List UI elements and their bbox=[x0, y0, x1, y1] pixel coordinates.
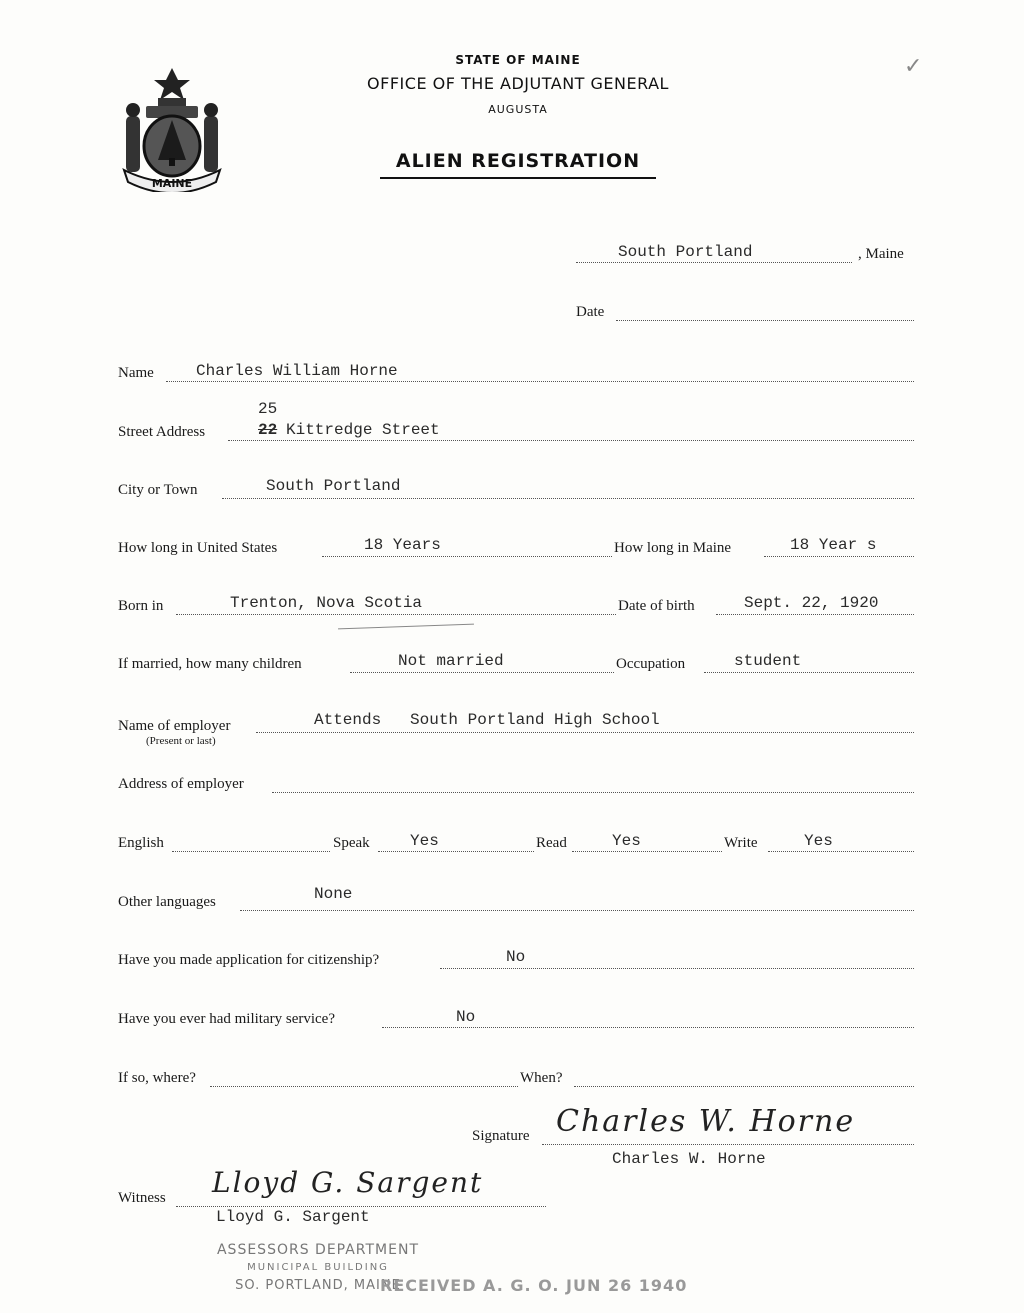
employer-address-dots bbox=[272, 792, 914, 793]
stamp-line2: MUNICIPAL BUILDING bbox=[247, 1262, 389, 1273]
signature-script: Charles W. Horne bbox=[556, 1104, 856, 1139]
name-value: Charles William Horne bbox=[196, 362, 398, 380]
dob-value: Sept. 22, 1920 bbox=[744, 594, 879, 612]
citizenship-label: Have you made application for citizenship? bbox=[118, 952, 380, 968]
place-dots bbox=[576, 262, 852, 263]
citizenship-dots bbox=[440, 968, 914, 969]
street-value: Kittredge Street bbox=[286, 421, 440, 439]
street-number-struck: 22 bbox=[258, 421, 278, 439]
maine-state-seal bbox=[118, 64, 226, 192]
employer-address-label: Address of employer bbox=[118, 776, 244, 792]
other-languages-dots bbox=[240, 910, 914, 911]
military-dots bbox=[382, 1027, 914, 1028]
us-label: How long in United States bbox=[118, 540, 278, 556]
maine-dots bbox=[764, 556, 914, 557]
occupation-dots bbox=[704, 672, 914, 673]
other-languages-value: None bbox=[314, 885, 353, 903]
name-dots bbox=[166, 381, 914, 382]
where-label: If so, where? bbox=[118, 1070, 196, 1086]
us-dots bbox=[322, 556, 612, 557]
signature-dots bbox=[542, 1144, 914, 1145]
write-dots bbox=[768, 851, 914, 852]
write-label: Write bbox=[724, 835, 758, 851]
place-value: South Portland bbox=[618, 243, 753, 261]
born-dots bbox=[176, 614, 616, 615]
witness-label: Witness bbox=[118, 1190, 166, 1206]
stamp-line3: SO. PORTLAND, MAINE bbox=[235, 1278, 401, 1293]
speak-dots bbox=[378, 851, 534, 852]
signature-label: Signature bbox=[472, 1128, 530, 1144]
military-label: Have you ever had military service? bbox=[118, 1011, 335, 1027]
write-value: Yes bbox=[804, 832, 833, 850]
witness-dots bbox=[176, 1206, 546, 1207]
city-value: South Portland bbox=[266, 477, 401, 495]
date-label: Date bbox=[576, 304, 605, 320]
military-value: No bbox=[456, 1008, 476, 1026]
witness-typed: Lloyd G. Sargent bbox=[216, 1208, 370, 1226]
employer-note: (Present or last) bbox=[146, 735, 216, 747]
employer-label: Name of employer bbox=[118, 718, 231, 734]
born-label: Born in bbox=[118, 598, 164, 614]
born-underline-mark bbox=[338, 624, 474, 630]
form-title-underline bbox=[380, 177, 656, 179]
street-label: Street Address bbox=[118, 424, 206, 440]
maine-value: 18 Year s bbox=[790, 536, 877, 554]
when-dots bbox=[574, 1086, 914, 1087]
check-mark: ✓ bbox=[904, 54, 923, 79]
dob-dots bbox=[716, 614, 914, 615]
other-languages-label: Other languages bbox=[118, 894, 216, 910]
header-city: AUGUSTA bbox=[488, 103, 548, 116]
received-stamp: RECEIVED A. G. O. JUN 26 1940 bbox=[380, 1276, 688, 1295]
date-dots bbox=[616, 320, 914, 321]
married-label: If married, how many children bbox=[118, 656, 302, 672]
read-label: Read bbox=[536, 835, 567, 851]
header-state: STATE OF MAINE bbox=[455, 53, 581, 67]
us-value: 18 Years bbox=[364, 536, 441, 554]
maine-label: How long in Maine bbox=[614, 540, 732, 556]
city-label: City or Town bbox=[118, 482, 198, 498]
place-suffix: , Maine bbox=[858, 246, 904, 262]
married-dots bbox=[350, 672, 614, 673]
street-dots bbox=[228, 440, 914, 441]
dob-label: Date of birth bbox=[618, 598, 695, 614]
witness-script: Lloyd G. Sargent bbox=[212, 1166, 484, 1199]
street-number-correction: 25 bbox=[258, 400, 278, 418]
city-dots bbox=[222, 498, 914, 499]
english-label: English bbox=[118, 835, 164, 851]
where-dots bbox=[210, 1086, 518, 1087]
employer-value: Attends South Portland High School bbox=[314, 711, 660, 729]
signature-typed: Charles W. Horne bbox=[612, 1150, 766, 1168]
stamp-line1: ASSESSORS DEPARTMENT bbox=[216, 1242, 419, 1258]
seal-text: MAINE bbox=[151, 177, 193, 190]
header-office: OFFICE OF THE ADJUTANT GENERAL bbox=[367, 74, 669, 93]
occupation-label: Occupation bbox=[616, 656, 686, 672]
born-value: Trenton, Nova Scotia bbox=[230, 594, 423, 612]
form-title: ALIEN REGISTRATION bbox=[395, 150, 641, 172]
name-label: Name bbox=[118, 365, 154, 381]
citizenship-value: No bbox=[506, 948, 526, 966]
occupation-value: student bbox=[734, 652, 802, 670]
speak-label: Speak bbox=[333, 835, 370, 851]
read-dots bbox=[572, 851, 722, 852]
read-value: Yes bbox=[612, 832, 641, 850]
english-dots bbox=[172, 851, 330, 852]
employer-dots bbox=[256, 732, 914, 733]
speak-value: Yes bbox=[410, 832, 439, 850]
when-label: When? bbox=[520, 1070, 563, 1086]
married-value: Not married bbox=[398, 652, 504, 670]
